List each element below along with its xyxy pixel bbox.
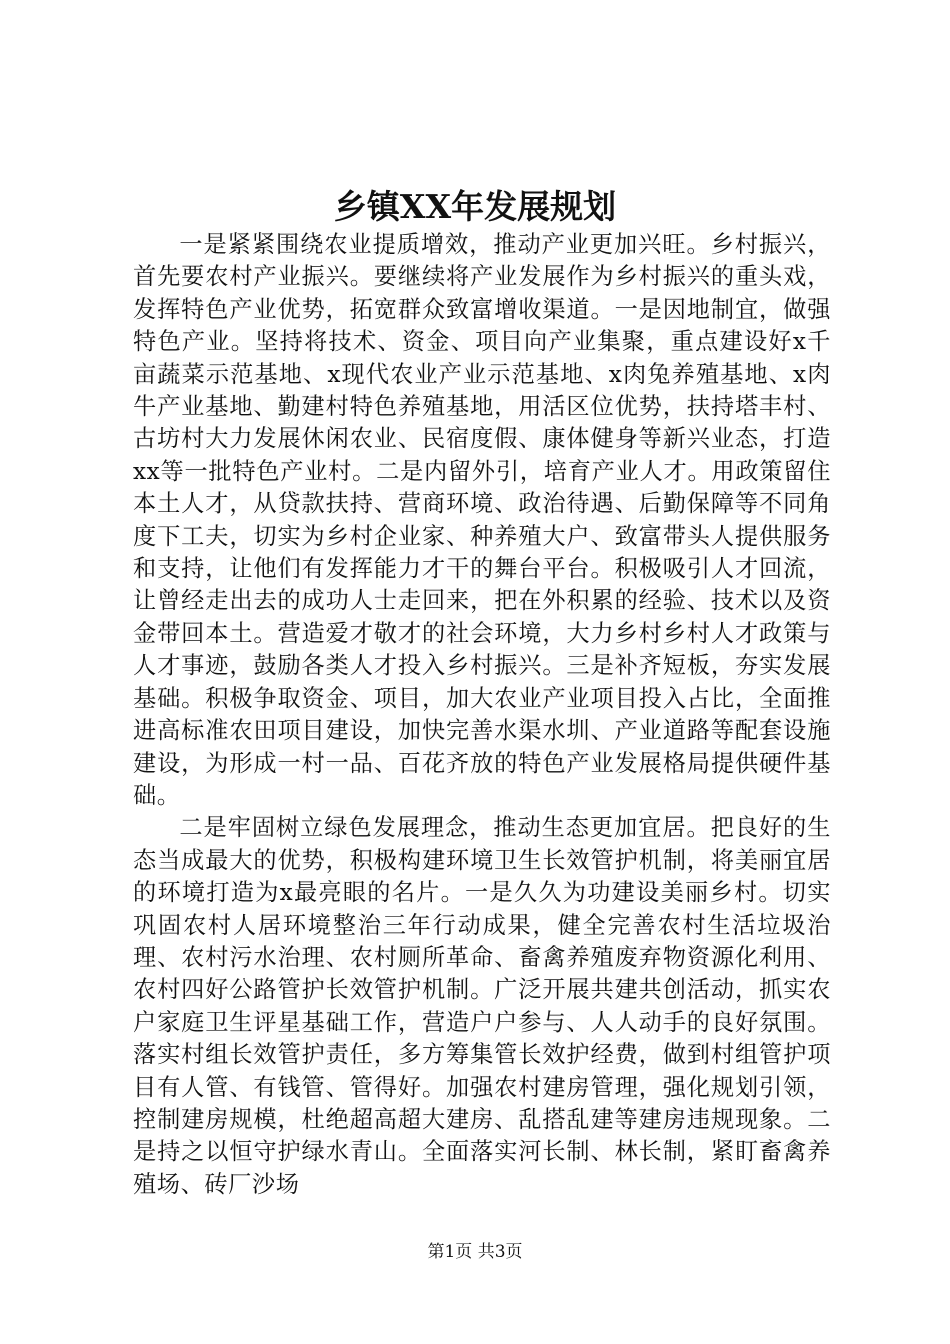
page-footer: 第1页 共3页 xyxy=(427,1242,523,1262)
document-body xyxy=(133,229,831,1201)
document-title: 乡镇XX年发展规划 xyxy=(333,187,617,226)
paragraph-2: 二是牢固树立绿色发展理念，推动生态更加宜居。把良好的生态当成最大的优势，积极构建环境卫生长效管护机制，将美丽宜居的环境打造为x最亮眼的名片。一是久久为功建设美丽乡村。切实巩固农村人居环境整治三年行动成果，健全完善农村生活垃圾治理、农村污水治理、农村厕所革命、畜禽养殖废弃物资源化利用、农村四好公路管护长效管护机制。广泛开展共建共创活动，抓实农户家庭卫生评星基础工作，营造户户参与、人人动手的良好氛围。落实村组长效管护责任，多方筹集管长效护经费，做到村组管护项目有人管、有钱管、管得好。加强农村建房管理，强化规划引领，控制建房规模，杜绝超高超大建房、乱搭乱建等建房违规现象。二是持之以恒守护绿水青山。全面落实河长制、林长制，紧盯畜禽养殖场、砖厂沙场 xyxy=(133,814,831,1198)
paragraph-1: 一是紧紧围绕农业提质增效，推动产业更加兴旺。乡村振兴，首先要农村产业振兴。要继续将产业发展作为乡村振兴的重头戏，发挥特色产业优势，拓宽群众致富增收渠道。一是因地制宜，做强特色产业。坚持将技术、资金、项目向产业集聚，重点建设好x千亩蔬菜示范基地、x现代农业产业示范基地、x肉兔养殖基地、x肉牛产业基地、勤建村特色养殖基地，用活区位优势，扶持塔丰村、古坊村大力发展休闲农业、民宿度假、康体健身等新兴业态，打造xx等一批特色产业村。二是内留外引，培育产业人才。用政策留住本土人才，从贷款扶持、营商环境、政治待遇、后勤保障等不同角度下工夫，切实为乡村企业家、种养殖大户、致富带头人提供服务和支持，让他们有发挥能力才干的舞台平台。积极吸引人才回流，让曾经走出去的成功人士走回来，把在外积累的经验、技术以及资金带回本土。营造爱才敬才的社会环境，大力乡村乡村人才政策与人才事迹，鼓励各类人才投入乡村振兴。三是补齐短板，夯实发展基础。积极争取资金、项目，加大农业产业项目投入占比，全面推进高标准农田项目建设，加快完善水渠水圳、产业道路等配套设施建设，为形成一村一品、百花齐放的特色产业发展格局提供硬件基础。 xyxy=(133,231,831,809)
